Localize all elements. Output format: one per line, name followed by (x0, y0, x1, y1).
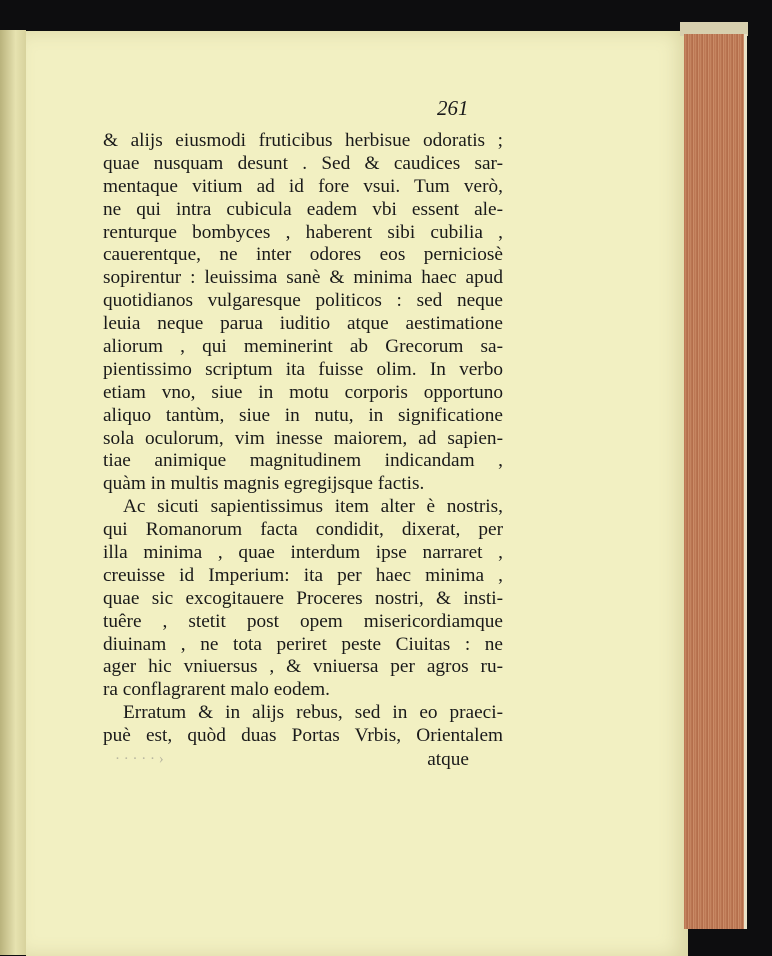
text-line: aliquo tantùm, siue in nutu, in significatione (103, 404, 503, 426)
catchword: atque (427, 749, 469, 770)
text-line: diuinam , ne tota periret peste Ciuitas : ne (103, 633, 503, 655)
text-line: renturque bombyces , haberent sibi cubilia , (103, 221, 503, 243)
body-text (103, 130, 503, 748)
text-line: sola oculorum, vim inesse maiorem, ad sapien- (103, 427, 503, 449)
text-line: & alijs eiusmodi fruticibus herbisue odoratis ; (103, 130, 503, 151)
paragraph-start-line: Ac sicuti sapientissimus item alter è nostris, (123, 496, 503, 518)
text-line: pientissimo scriptum ita fuisse olim. In verbo (103, 358, 503, 380)
left-page-edge (0, 30, 26, 955)
text-line: cauerentque, ne inter odores eos perniciosè (103, 244, 503, 266)
catchword-row (103, 749, 503, 772)
text-line: creuisse id Imperium: ita per haec minima , (103, 564, 503, 586)
text-line: aliorum , qui meminerint ab Grecorum sa- (103, 336, 503, 358)
text-line: leuia neque parua iuditio atque aestimatione (103, 313, 503, 335)
text-line: ra conflagrarent malo eodem. (103, 679, 330, 701)
text-line: tuêre , stetit post opem misericordiamque (103, 610, 503, 632)
text-line: ne qui intra cubicula eadem vbi essent ale- (103, 198, 503, 220)
text-line: quàm in multis magnis egregijsque factis. (103, 473, 425, 495)
text-line: quae sic excogitauere Proceres nostri, & insti- (103, 587, 503, 609)
text-line: qui Romanorum facta condidit, dixerat, per (103, 519, 503, 541)
text-line: tiae animique magnitudinem indicandam , (103, 450, 503, 472)
show-through-mark: · · · · · › (115, 751, 164, 767)
text-line: ager hic vniuersus , & vniuersa per agros ru- (103, 656, 503, 678)
text-line: illa minima , quae interdum ipse narraret , (103, 542, 503, 564)
text-line: quae nusquam desunt . Sed & caudices sar- (103, 152, 503, 174)
text-line: mentaque vitium ad id fore vsui. Tum verò, (103, 175, 503, 197)
book-fore-edge (684, 34, 747, 929)
text-line: sopirentur : leuissima sanè & minima haec apud (103, 267, 503, 289)
text-line: puè est, quòd duas Portas Vrbis, Orientalem (103, 725, 503, 747)
text-line: quotidianos vulgaresque politicos : sed neque (103, 290, 503, 312)
page-number: 261 (437, 96, 469, 120)
paragraph-start-line: Erratum & in alijs rebus, sed in eo praeci- (123, 702, 503, 724)
text-line: etiam vno, siue in motu corporis opportuno (103, 381, 503, 403)
